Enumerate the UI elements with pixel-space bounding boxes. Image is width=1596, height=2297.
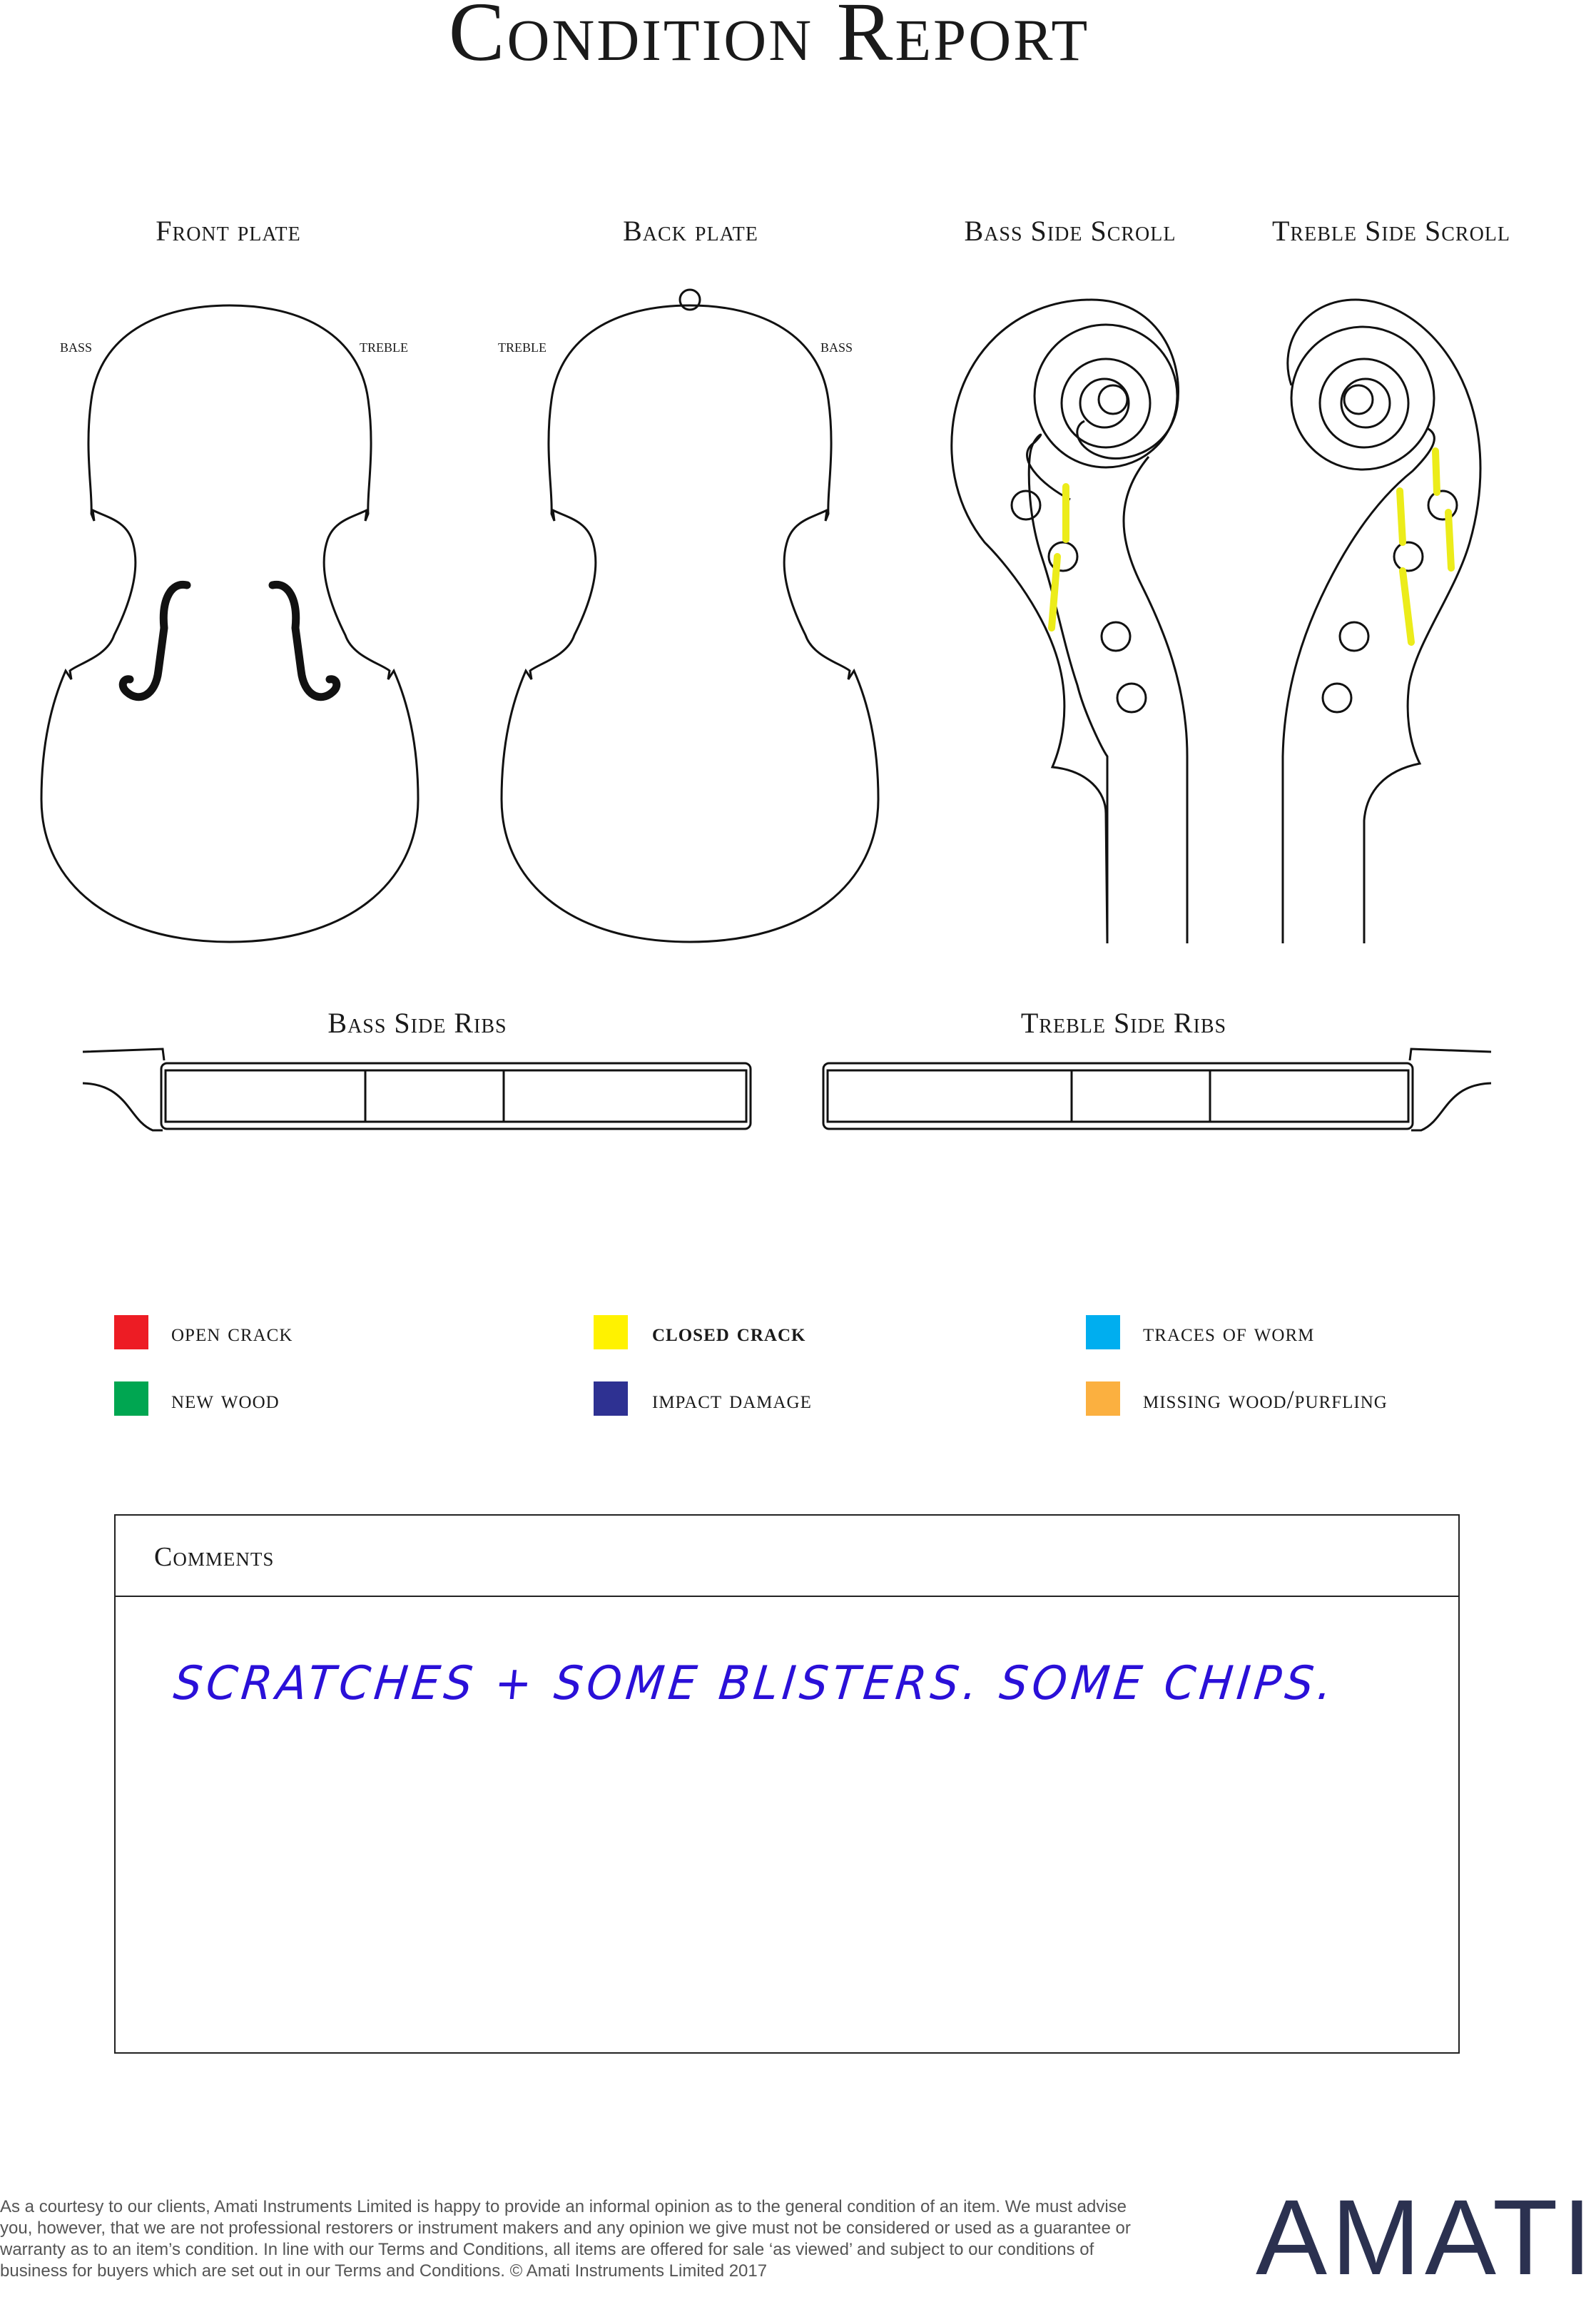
comments-header [116, 1516, 1458, 1597]
back-plate-outline [502, 305, 878, 942]
bass-side-scroll [952, 300, 1187, 943]
legend-swatch-open-crack [114, 1315, 148, 1349]
legend-swatch-closed-crack [594, 1315, 628, 1349]
legend-label-new-wood: new wood [171, 1385, 280, 1414]
legend-label-traces-of-worm: traces of worm [1143, 1318, 1315, 1347]
front-plate-outline [41, 305, 418, 942]
legend-label-open-crack: open crack [171, 1318, 293, 1347]
legend-swatch-traces-of-worm [1086, 1315, 1120, 1349]
front-treble-label: treble [360, 335, 408, 356]
back-bass-label: bass [820, 335, 853, 356]
front-f-hole-left [123, 584, 187, 696]
treble-side-ribs-label: Treble Side Ribs [1020, 1007, 1227, 1039]
treble-side-ribs [823, 1049, 1491, 1130]
disclaimer-text: As a courtesy to our clients, Amati Instruments Limited is happy to provide an informal opinion as to the general condition of an item. We must advise you, however, that we are not professional restorers or instrument makers and any opinion we give must not be considered or used as a guarantee or warranty as to an item’s condition. In line with our Terms and Conditions, all items are offered for sale ‘as viewed’ and subject to our conditions of business for buyers which are set out in our Terms and Conditions. © Amati Instruments Limited 2017 [0, 2197, 1131, 2281]
back-plate-label: Back plate [623, 215, 758, 247]
treble-side-scroll-label: Treble Side Scroll [1271, 215, 1510, 247]
front-bass-label: bass [60, 335, 93, 356]
legend-label-impact-damage: impact damage [652, 1385, 812, 1414]
legend-swatch-new-wood [114, 1381, 148, 1416]
legend-swatch-impact-damage [594, 1381, 628, 1416]
front-f-hole-right [273, 584, 337, 696]
bass-side-ribs-label: Bass Side Ribs [327, 1007, 507, 1039]
amati-logo: AMATI [1256, 2177, 1596, 2297]
legend-label-closed-crack: closed crack [652, 1318, 806, 1347]
legend-swatch-missing-wood [1086, 1381, 1120, 1416]
back-treble-label: treble [498, 335, 547, 356]
bass-side-ribs [83, 1049, 751, 1130]
treble-side-scroll [1283, 300, 1480, 943]
comments-box[interactable] [114, 1514, 1460, 2054]
bass-side-scroll-label: Bass Side Scroll [964, 215, 1176, 247]
comments-title: Comments [154, 1542, 275, 1572]
front-plate-label: Front plate [156, 215, 301, 247]
comments-handwritten-text: SCRATCHES + SOME BLISTERS. SOME CHIPS. [171, 1655, 1339, 1710]
legend-label-missing-wood: missing wood/purfling [1143, 1385, 1388, 1414]
page-title: Condition Report [448, 0, 1090, 78]
back-plate-button [680, 290, 700, 310]
